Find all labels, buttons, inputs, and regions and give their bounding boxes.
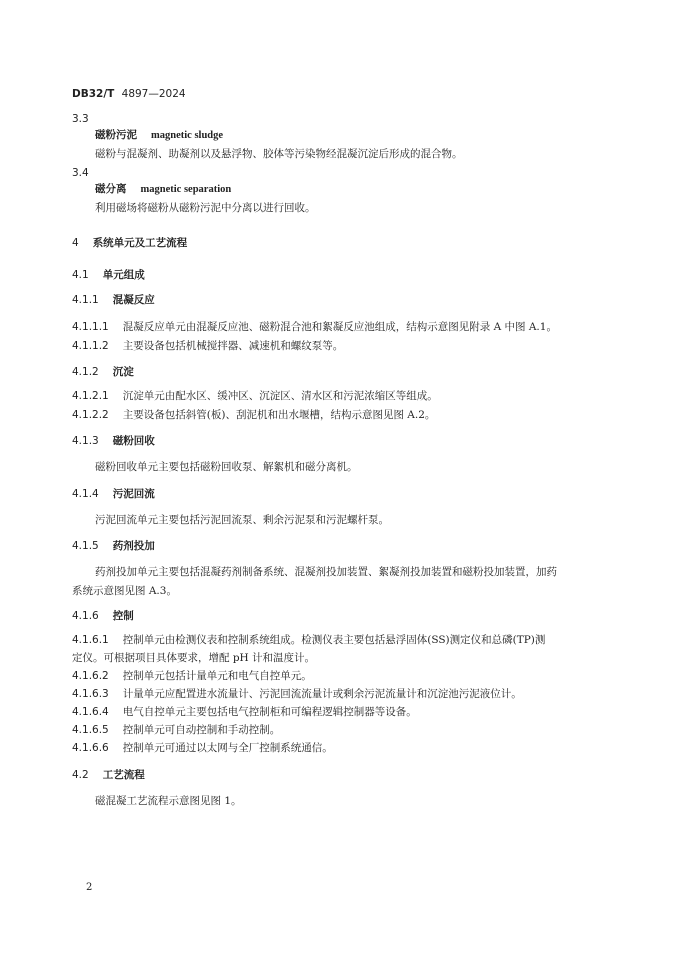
page-number: 2: [86, 882, 93, 893]
section-heading: 4 系统单元及工艺流程: [72, 237, 188, 249]
clause-item: 4.1.2.1 沉淀单元由配水区、缓冲区、沉淀区、清水区和污泥浓缩区等组成。: [72, 390, 438, 402]
standard-code: DB32/T 4897—2024: [72, 88, 186, 100]
clause-item: 4.1.6.3 计量单元应配置进水流量计、污泥回流流量计或剩余污泥流量计和沉淀池污泥液位计。: [72, 688, 522, 700]
clause-paragraph: 污泥回流单元主要包括污泥回流泵、剩余污泥泵和污泥螺杆泵。: [95, 514, 389, 526]
clause-heading: 4.1.1 混凝反应: [72, 294, 155, 306]
clause-paragraph-continued: 系统示意图见图 A.3。: [72, 585, 177, 597]
clause-item: 4.1.2.2 主要设备包括斜管(板)、刮泥机和出水堰槽，结构示意图见图 A.2。: [72, 409, 436, 421]
clause-item: 4.1.6.6 控制单元可通过以太网与全厂控制系统通信。: [72, 742, 333, 754]
clause-paragraph: 磁粉回收单元主要包括磁粉回收泵、解絮机和磁分离机。: [95, 461, 358, 473]
term-definition: 利用磁场将磁粉从磁粉污泥中分离以进行回收。: [95, 202, 316, 214]
subsection-heading: 4.1 单元组成: [72, 269, 145, 281]
clause-heading: 4.1.5 药剂投加: [72, 540, 155, 552]
clause-heading: 4.1.4 污泥回流: [72, 488, 155, 500]
clause-heading: 4.1.3 磁粉回收: [72, 435, 155, 447]
clause-item: 4.1.1.2 主要设备包括机械搅拌器、减速机和螺纹泵等。: [72, 340, 344, 352]
term-definition: 磁粉与混凝剂、助凝剂以及悬浮物、胶体等污染物经混凝沉淀后形成的混合物。: [95, 148, 463, 160]
clause-item: 4.1.6.5 控制单元可自动控制和手动控制。: [72, 724, 281, 736]
term-heading: 磁粉污泥 magnetic sludge: [95, 129, 224, 141]
term-number: 3.3: [72, 113, 89, 125]
clause-item: 4.1.6.4 电气自控单元主要包括电气控制柜和可编程逻辑控制器等设备。: [72, 706, 417, 718]
clause-item-continued: 定仪。可根据项目具体要求，增配 pH 计和温度计。: [72, 652, 316, 664]
clause-heading: 4.1.2 沉淀: [72, 366, 134, 378]
term-heading: 磁分离 magnetic separation: [95, 183, 232, 195]
subsection-heading: 4.2 工艺流程: [72, 769, 145, 781]
clause-item: 4.1.6.2 控制单元包括计量单元和电气自控单元。: [72, 670, 312, 682]
clause-heading: 4.1.6 控制: [72, 610, 134, 622]
clause-paragraph: 药剂投加单元主要包括混凝药剂制备系统、混凝剂投加装置、絮凝剂投加装置和磁粉投加装置，加药: [95, 566, 557, 578]
clause-item: 4.1.6.1 控制单元由检测仪表和控制系统组成。检测仪表主要包括悬浮固体(SS)测定仪和总磷(TP)测: [72, 634, 546, 646]
term-number: 3.4: [72, 167, 89, 179]
clause-item: 4.1.1.1 混凝反应单元由混凝反应池、磁粉混合池和絮凝反应池组成，结构示意图见附录 A 中图 A.1。: [72, 321, 557, 333]
clause-paragraph: 磁混凝工艺流程示意图见图 1。: [95, 795, 242, 807]
